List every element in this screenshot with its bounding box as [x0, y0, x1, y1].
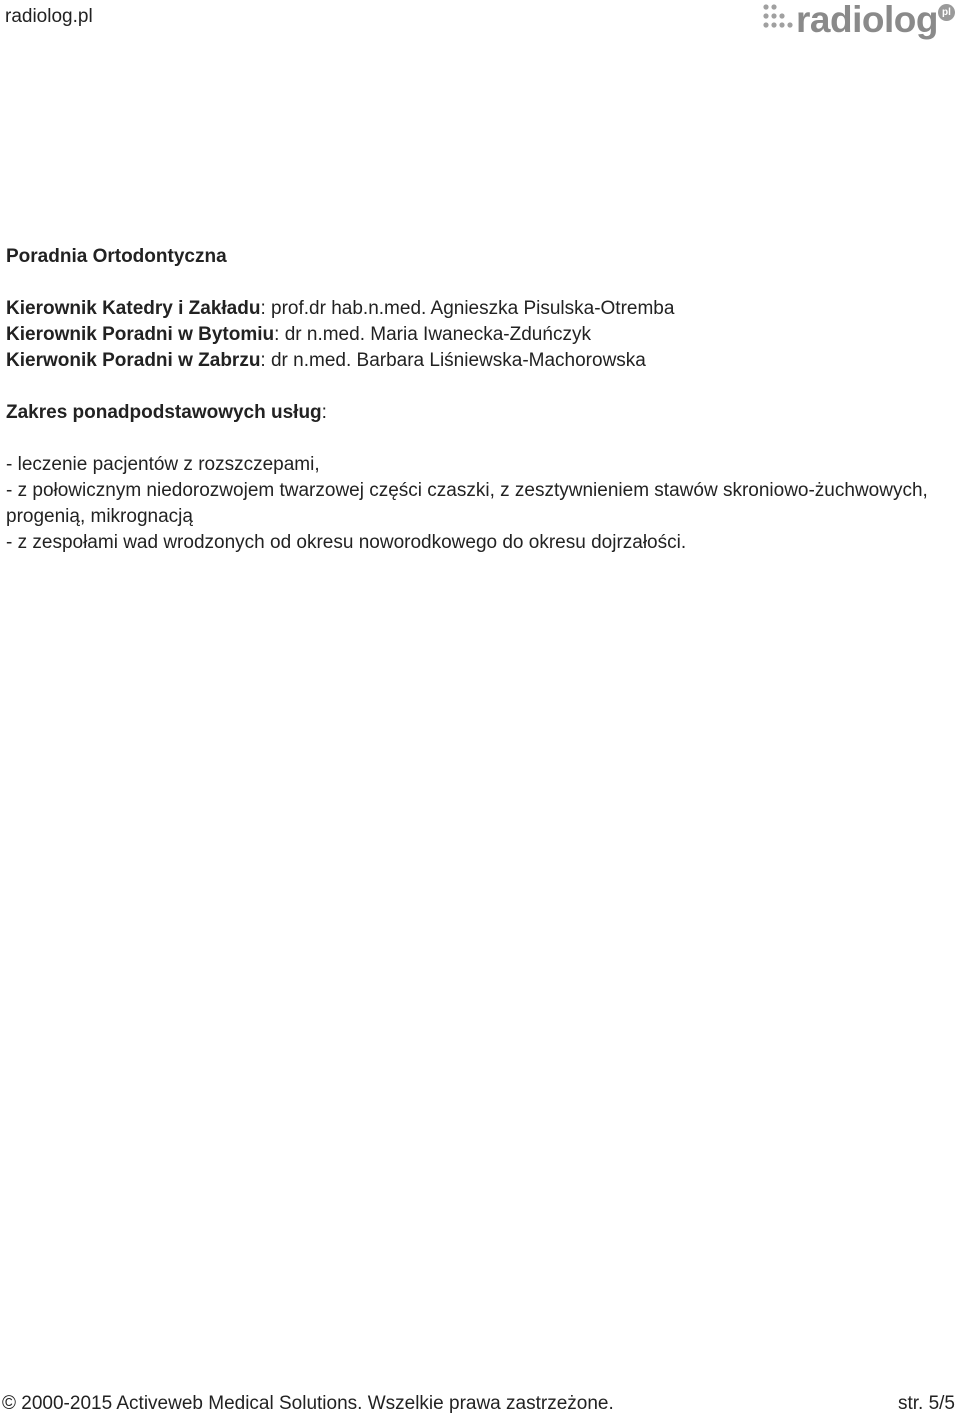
scope-item: - z połowicznym niedorozwojem twarzowej części czaszki, z zesztywnieniem stawów skroniowo-żuchwowych, progenią, mikrognacją [6, 480, 928, 527]
staff-line-bytom [6, 322, 956, 348]
staff-value: dr n.med. Maria Iwanecka-Zduńczyk [279, 324, 591, 345]
staff-value: dr n.med. Barbara Liśniewska-Machorowska [265, 350, 646, 371]
scope-item: - leczenie pacjentów z rozszczepami, [6, 454, 320, 475]
footer-page-number: str. 5/5 [897, 1393, 955, 1414]
staff-line-zabrze [6, 348, 956, 374]
staff-separator: : [260, 350, 266, 371]
scope-heading-label: Zakres ponadpodstawowych usług [6, 402, 322, 423]
logo-badge: pl [938, 4, 955, 21]
scope-heading [6, 400, 956, 426]
logo-text: radiolog [796, 0, 938, 40]
radiolog-logo [762, 0, 958, 44]
staff-value: prof.dr hab.n.med. Agnieszka Pisulska-Otremba [265, 298, 675, 319]
staff-label: Kierownik Katedry i Zakładu [6, 298, 261, 319]
scope-heading-separator: : [321, 402, 327, 423]
logo-dots-icon [762, 4, 794, 34]
footer-copyright: © 2000-2015 Activeweb Medical Solutions. Wszelkie prawa zastrzeżone. [2, 1393, 614, 1414]
staff-line-head-of-department [6, 296, 956, 322]
staff-separator: : [274, 324, 280, 345]
staff-label: Kierwonik Poradni w Zabrzu [6, 350, 261, 371]
scope-item: - z zespołami wad wrodzonych od okresu noworodkowego do okresu dojrzałości. [6, 532, 687, 553]
site-name: radiolog.pl [5, 6, 93, 27]
article-content [6, 244, 956, 556]
staff-label: Kierownik Poradni w Bytomiu [6, 324, 275, 345]
article-title: Poradnia Ortodontyczna [6, 246, 227, 267]
staff-separator: : [260, 298, 266, 319]
